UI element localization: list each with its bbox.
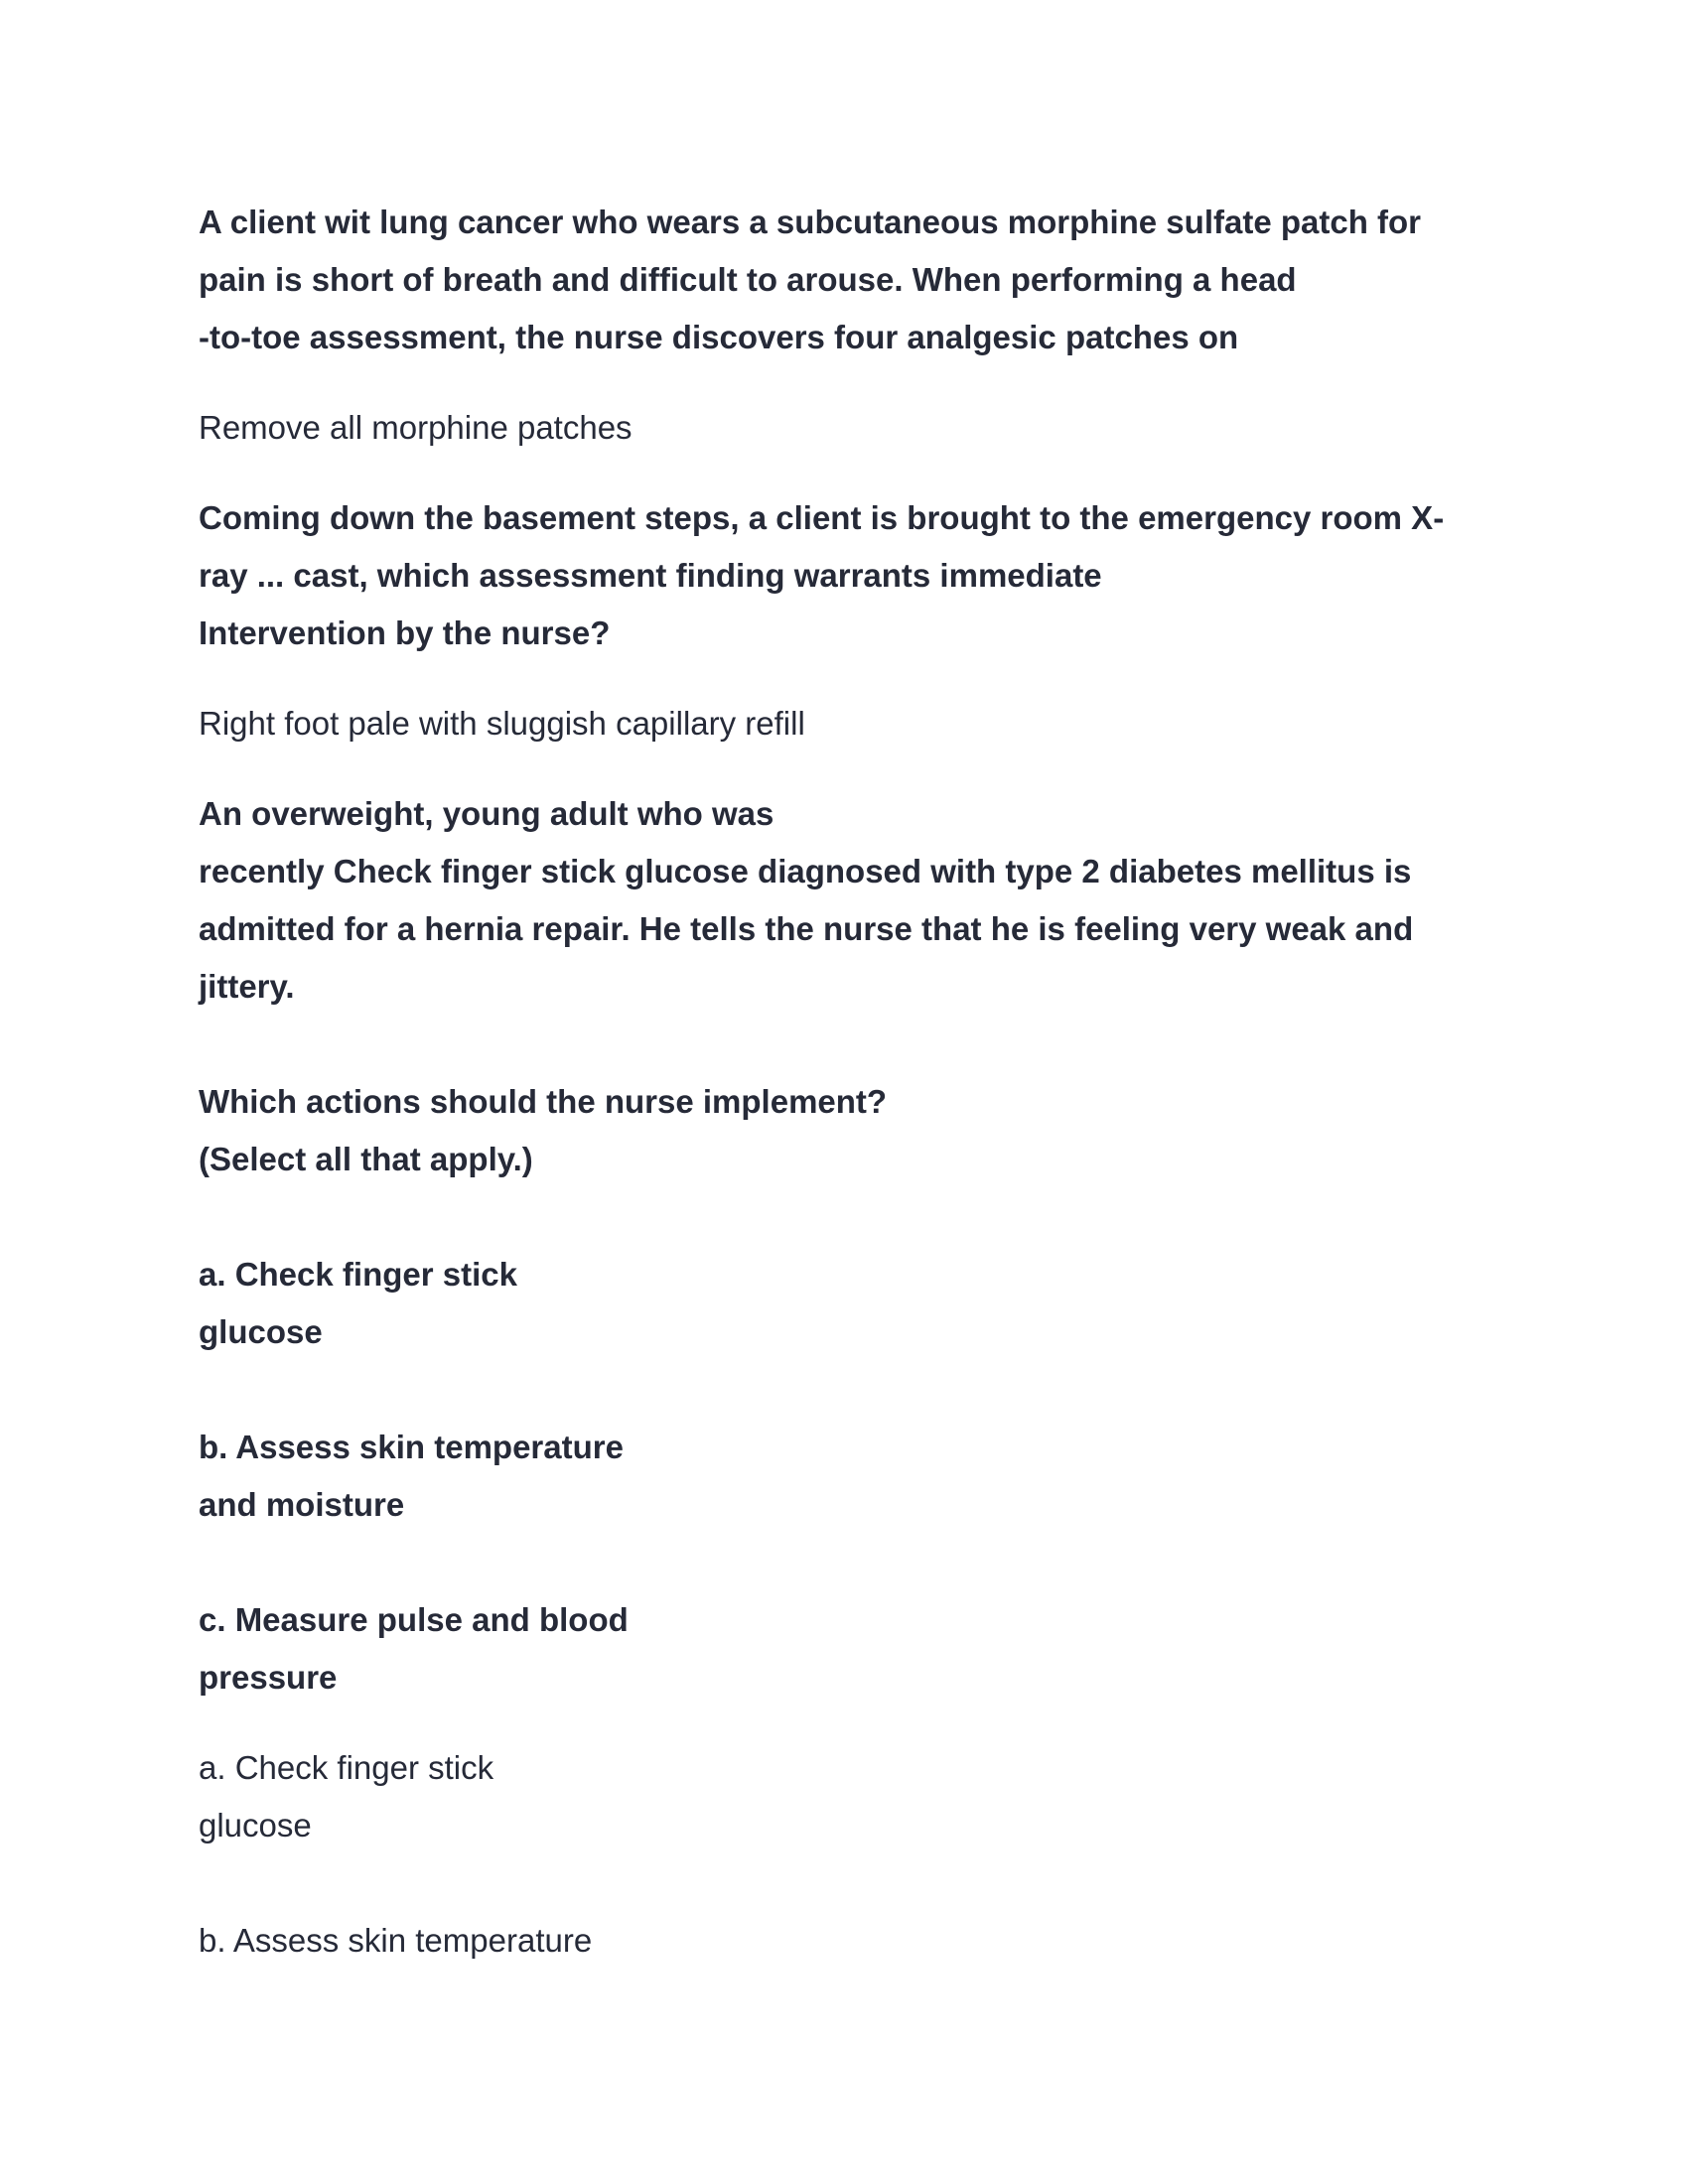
option-text-line: and moisture (199, 1486, 405, 1523)
option-b (199, 1419, 1499, 1534)
question-text-line: Intervention by the nurse? (199, 614, 611, 651)
answer-text: Right foot pale with sluggish capillary refill (199, 705, 805, 742)
answer-2 (199, 695, 1499, 752)
answer-3 (199, 1739, 1499, 1970)
question-text-line: A client wit lung cancer who wears a subcutaneous morphine sulfate patch for (199, 204, 1422, 240)
answer-option-b (199, 1912, 1499, 1970)
question-text-line: pain is short of breath and difficult to arouse. When performing a head (199, 261, 1297, 298)
option-text-line: glucose (199, 1313, 323, 1350)
question-text-line: jittery. (199, 968, 295, 1005)
question-text-line: ray ... cast, which assessment finding warrants immediate (199, 557, 1102, 594)
document-page (199, 194, 1499, 1970)
option-text-line: a. Check finger stick (199, 1256, 517, 1293)
question-prompt-line: (Select all that apply.) (199, 1141, 533, 1177)
question-text-line: recently Check finger stick glucose diagnosed with type 2 diabetes mellitus is (199, 853, 1412, 889)
question-text-line: admitted for a hernia repair. He tells the nurse that he is feeling very weak and (199, 910, 1414, 947)
question-prompt-line: Which actions should the nurse implement? (199, 1083, 888, 1120)
answer-text-line: b. Assess skin temperature (199, 1922, 593, 1959)
option-text-line: pressure (199, 1659, 338, 1696)
option-text-line: b. Assess skin temperature (199, 1429, 624, 1465)
option-text-line: c. Measure pulse and blood (199, 1601, 629, 1638)
question-3 (199, 785, 1499, 1706)
answer-text-line: a. Check finger stick (199, 1749, 494, 1786)
answer-text-line: glucose (199, 1807, 312, 1843)
question-1 (199, 194, 1499, 366)
answer-text: Remove all morphine patches (199, 409, 633, 446)
question-text-line: Coming down the basement steps, a client is brought to the emergency room X- (199, 499, 1445, 536)
question-2 (199, 489, 1499, 662)
question-text-line: An overweight, young adult who was (199, 795, 774, 832)
answer-option-a (199, 1739, 1499, 1854)
question-text-line: -to-toe assessment, the nurse discovers four analgesic patches on (199, 319, 1239, 355)
option-c (199, 1591, 1499, 1706)
option-a (199, 1246, 1499, 1361)
answer-1 (199, 399, 1499, 457)
